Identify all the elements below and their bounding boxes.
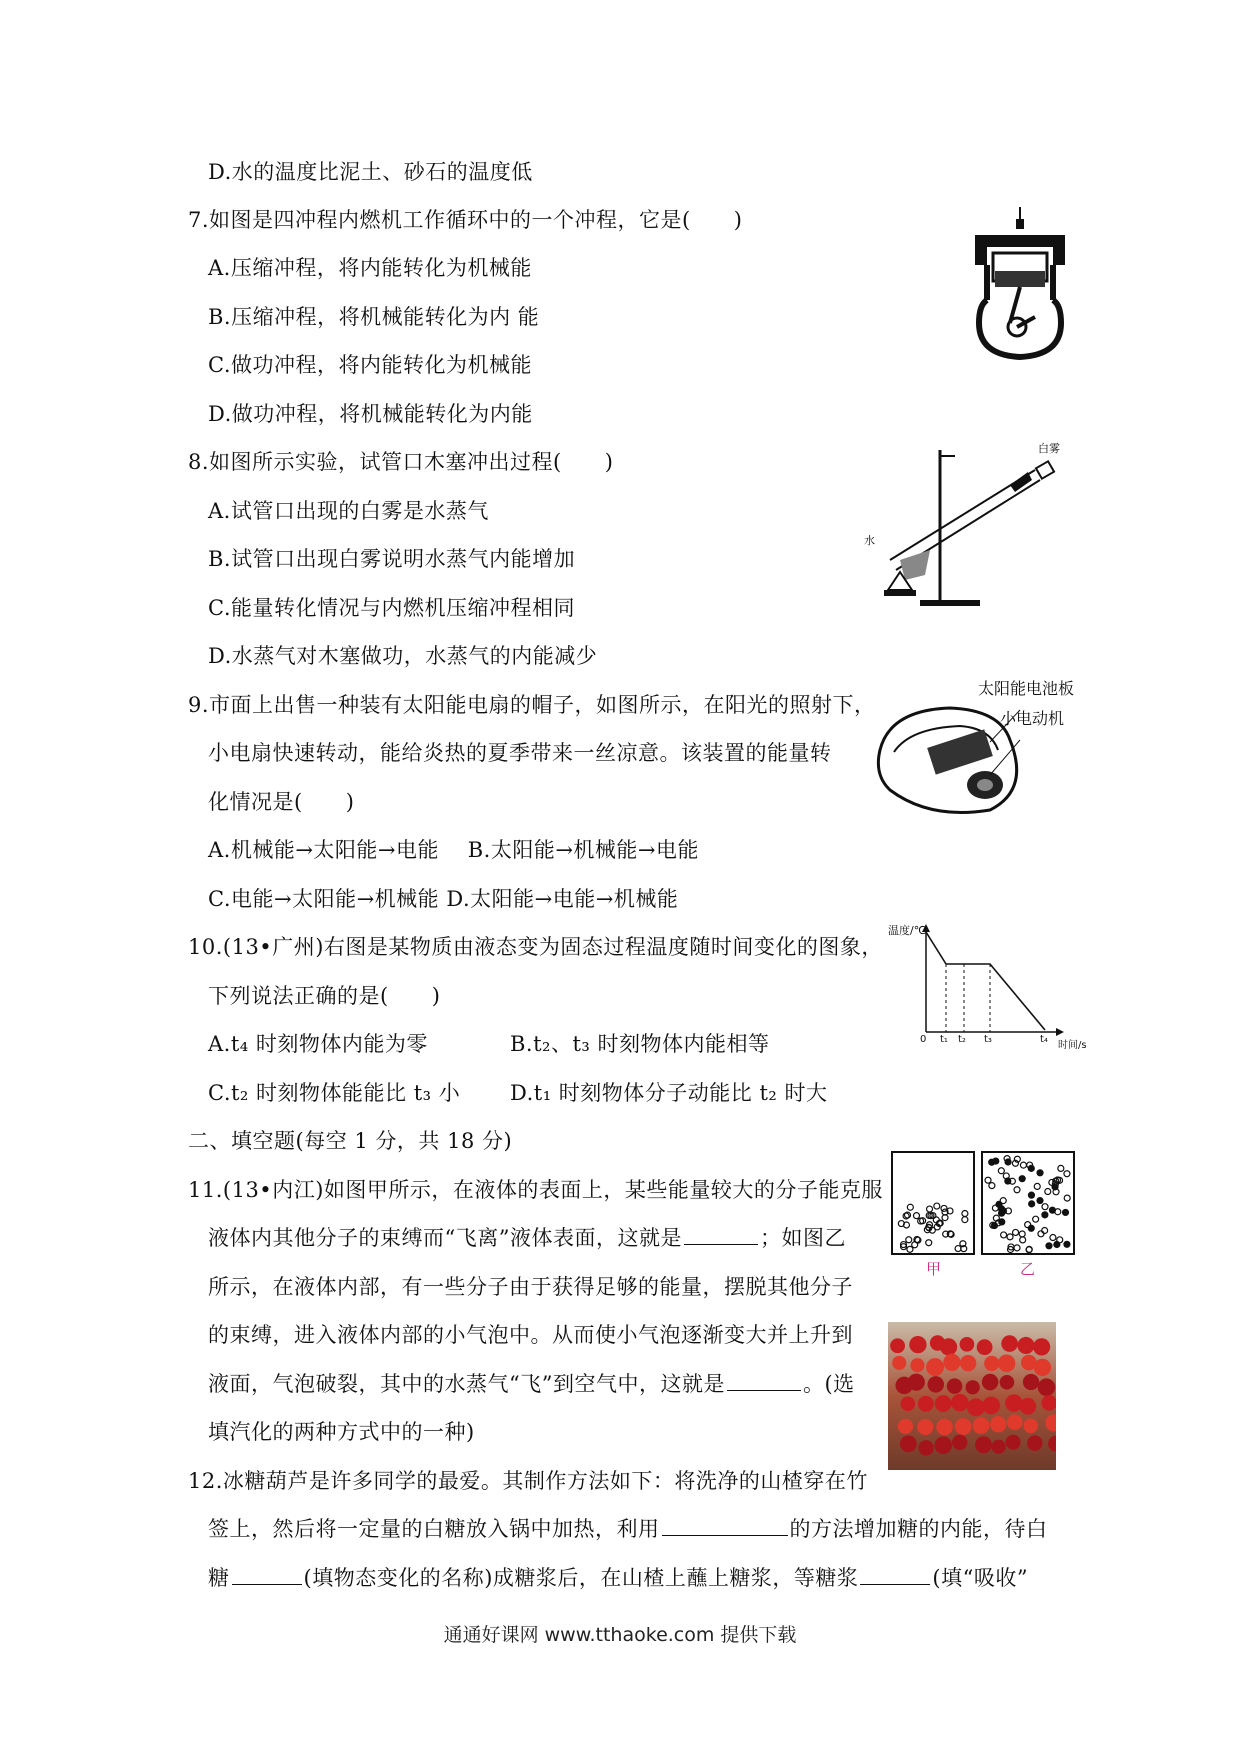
haw-berry xyxy=(890,1338,905,1353)
molecule xyxy=(1000,1208,1006,1214)
haw-berry xyxy=(955,1418,972,1435)
answer-blank xyxy=(727,1370,801,1391)
q7-option-c: C.做功冲程，将内能转化为机械能 xyxy=(208,353,532,377)
q11-stem-line4: 的束缚，进入液体内部的小气泡中。从而使小气泡逐渐变大并上升到 xyxy=(208,1323,853,1347)
haw-berry xyxy=(908,1374,925,1391)
haw-berry xyxy=(1027,1435,1042,1450)
q11-stem-line1: 11.(13•内江)如图甲所示，在液体的表面上，某些能量较大的分子能克服 xyxy=(188,1178,883,1202)
q12-text: (填“吸收” xyxy=(932,1566,1029,1590)
answer-blank xyxy=(684,1224,758,1245)
tick-t3: t₃ xyxy=(984,1034,992,1045)
haw-berry xyxy=(951,1394,969,1412)
water-label: 水 xyxy=(864,534,875,547)
q10-option-d: D.t₁ 时刻物体分子动能比 t₂ 时大 xyxy=(510,1081,828,1105)
molecule xyxy=(1029,1201,1035,1207)
solar-panel-label: 太阳能电池板 xyxy=(978,679,1075,698)
molecule xyxy=(1064,1241,1070,1247)
haw-berry xyxy=(936,1419,953,1436)
haw-berry xyxy=(984,1356,999,1371)
haw-berry xyxy=(934,1437,952,1455)
haw-berry xyxy=(982,1374,999,1391)
haw-berry xyxy=(990,1416,1006,1432)
candied-haws-photo xyxy=(888,1322,1056,1470)
answer-blank xyxy=(860,1564,930,1585)
molecule-boxes-drawing xyxy=(890,1150,1080,1260)
q11-text: 液体内其他分子的束缚而“飞离”液体表面，这就是 xyxy=(208,1226,682,1250)
q8-option-b: B.试管口出现白雾说明水蒸气内能增加 xyxy=(208,547,576,571)
section-title-fill-in: 二、填空题(每空 1 分，共 18 分) xyxy=(188,1129,513,1153)
cooling-curve-chart xyxy=(880,920,1090,1050)
molecule xyxy=(1037,1170,1043,1176)
haw-berry xyxy=(909,1336,926,1353)
graph-x-label: 时间/s xyxy=(1058,1040,1087,1051)
q8-option-d: D.水蒸气对木塞做功，水蒸气的内能减少 xyxy=(208,644,598,668)
haw-berry xyxy=(1038,1378,1056,1396)
haw-berry xyxy=(973,1417,990,1434)
q10-option-c: C.t₂ 时刻物体能能比 t₃ 小 xyxy=(208,1081,461,1105)
haw-berry xyxy=(1033,1338,1050,1355)
q7-option-a: A.压缩冲程，将内能转化为机械能 xyxy=(208,256,532,280)
solar-cap-figure xyxy=(870,680,1085,825)
q8-stem: 8.如图所示实验，试管口木塞冲出过程( ) xyxy=(188,450,614,474)
molecule xyxy=(1019,1176,1025,1182)
temperature-curve xyxy=(926,932,1045,1030)
haw-berry xyxy=(1006,1435,1021,1450)
haw-berry xyxy=(1034,1359,1051,1376)
haw-berry xyxy=(917,1419,933,1435)
tick-origin: 0 xyxy=(920,1034,927,1045)
haw-berry xyxy=(998,1354,1016,1372)
molecule xyxy=(1046,1243,1052,1249)
q11-text: 液面，气泡破裂，其中的水蒸气“飞”到空气中，这就是 xyxy=(208,1372,725,1396)
q12-text: 糖 xyxy=(208,1566,230,1590)
molecule xyxy=(1042,1212,1048,1218)
haw-berry xyxy=(1000,1375,1015,1390)
page-footer: 通通好课网 www.tthaoke.com 提供下载 xyxy=(443,1624,797,1646)
q7-option-b: B.压缩冲程，将机械能转化为内 能 xyxy=(208,305,540,329)
haw-berry xyxy=(918,1440,933,1455)
q8-option-c: C.能量转化情况与内燃机压缩冲程相同 xyxy=(208,596,575,620)
haw-berry xyxy=(960,1337,975,1352)
tick-t2: t₂ xyxy=(958,1034,966,1045)
haw-berry xyxy=(900,1435,917,1452)
q12-text: (填物态变化的名称)成糖浆后，在山楂上蘸上糖浆，等糖浆 xyxy=(303,1566,859,1590)
q10-option-b: B.t₂、t₃ 时刻物体内能相等 xyxy=(510,1032,770,1056)
q8-option-a: A.试管口出现的白雾是水蒸气 xyxy=(208,499,489,523)
q11-stem-line6: 填汽化的两种方式中的一种) xyxy=(208,1420,475,1444)
haw-berry xyxy=(935,1395,952,1412)
caption-jia: 甲 xyxy=(926,1260,942,1278)
molecule xyxy=(989,1159,995,1165)
cooling-curve-plot xyxy=(880,920,1090,1050)
test-tube-drawing xyxy=(860,440,1075,610)
q12-stem-line3 xyxy=(208,1564,1028,1592)
motor-label: 小电动机 xyxy=(1000,709,1065,728)
q9-options-cd: C.电能→太阳能→机械能 D.太阳能→电能→机械能 xyxy=(208,887,679,911)
tick-t1: t₁ xyxy=(940,1034,948,1045)
graph-y-label: 温度/℃ xyxy=(888,924,927,937)
q10-stem-line1: 10.(13•广州)右图是某物质由液态变为固态过程温度随时间变化的图象， xyxy=(188,935,883,959)
haw-berry xyxy=(1007,1414,1023,1430)
q9-options-ab: A.机械能→太阳能→电能 B.太阳能→机械能→电能 xyxy=(208,838,700,862)
molecule xyxy=(1063,1209,1069,1215)
answer-blank xyxy=(232,1564,302,1585)
molecule xyxy=(999,1219,1005,1225)
haw-berry xyxy=(898,1419,913,1434)
haw-berry xyxy=(901,1396,916,1411)
steam-label: 白雾 xyxy=(1038,442,1060,455)
q12-stem-line1: 12.冰糖葫芦是许多同学的最爱。其制作方法如下：将洗净的山楂穿在竹 xyxy=(188,1469,868,1493)
tick-t4: t₄ xyxy=(1040,1034,1048,1045)
haw-berry xyxy=(967,1398,985,1416)
haw-berry xyxy=(910,1358,924,1372)
molecule xyxy=(1049,1207,1055,1213)
haw-berry xyxy=(992,1440,1006,1454)
answer-blank xyxy=(662,1515,788,1536)
haw-berry xyxy=(966,1380,980,1394)
haw-berry xyxy=(1001,1335,1018,1352)
q6-option-d: D.水的温度比泥土、砂石的温度低 xyxy=(208,160,533,184)
molecule xyxy=(1028,1225,1034,1231)
haw-berry xyxy=(926,1358,944,1376)
test-tube-figure xyxy=(860,440,1075,610)
q10-stem-line2: 下列说法正确的是( ) xyxy=(208,984,441,1008)
q7-option-d: D.做功冲程，将机械能转化为内能 xyxy=(208,402,533,426)
q11-stem-line5 xyxy=(208,1370,855,1398)
haw-berry xyxy=(947,1378,963,1394)
molecule-boxes-figure xyxy=(890,1150,1080,1285)
q12-text: 的方法增加糖的内能，待白 xyxy=(789,1517,1048,1541)
haw-berry xyxy=(892,1356,906,1370)
solar-cap-drawing xyxy=(870,680,1085,825)
molecule xyxy=(1037,1198,1043,1204)
q12-stem-line2 xyxy=(208,1515,1048,1543)
q9-stem-line1: 9.市面上出售一种装有太阳能电扇的帽子，如图所示，在阳光的照射下， xyxy=(188,693,876,717)
q9-stem-line2: 小电扇快速转动，能给炎热的夏季带来一丝凉意。该装置的能量转 xyxy=(208,741,832,765)
x-axis-arrow xyxy=(1056,1028,1064,1036)
haw-berry xyxy=(1005,1394,1022,1411)
q11-text: 。(选 xyxy=(802,1372,855,1396)
caption-yi: 乙 xyxy=(1020,1260,1036,1278)
haw-berry xyxy=(960,1355,976,1371)
q12-text: 签上，然后将一定量的白糖放入锅中加热，利用 xyxy=(208,1517,660,1541)
haw-berry xyxy=(977,1339,993,1355)
haw-berry xyxy=(1017,1337,1034,1354)
haw-berry xyxy=(943,1354,960,1371)
haw-berry xyxy=(952,1435,967,1450)
haw-berry xyxy=(975,1436,992,1453)
q10-option-a: A.t₄ 时刻物体内能为零 xyxy=(208,1032,428,1056)
haw-berry xyxy=(1020,1398,1037,1415)
molecule xyxy=(1005,1159,1011,1165)
engine-stroke-figure xyxy=(965,205,1075,365)
q11-stem-line3: 所示，在液体内部，有一些分子由于获得足够的能量，摆脱其他分子 xyxy=(208,1275,853,1299)
haw-berry xyxy=(982,1397,1000,1415)
molecule xyxy=(1028,1192,1034,1198)
q7-stem: 7.如图是四冲程内燃机工作循环中的一个冲程，它是( ) xyxy=(188,208,743,232)
haw-berry xyxy=(928,1376,945,1393)
haw-berry xyxy=(1023,1419,1038,1434)
box-jia xyxy=(892,1152,974,1254)
q11-text: ；如图乙 xyxy=(759,1226,846,1250)
haw-berry xyxy=(940,1338,957,1355)
molecule xyxy=(1054,1242,1060,1248)
q11-stem-line2 xyxy=(208,1224,846,1252)
q9-stem-line3: 化情况是( ) xyxy=(208,790,355,814)
haw-berry xyxy=(1023,1374,1039,1390)
haw-berry xyxy=(918,1396,934,1412)
